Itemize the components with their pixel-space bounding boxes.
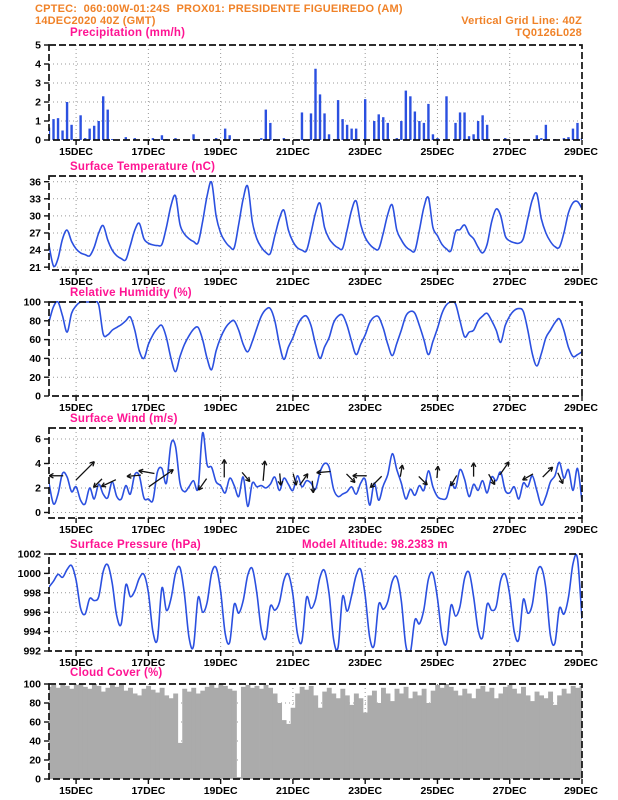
svg-text:40: 40: [29, 353, 41, 365]
relative-humidity-title: Relative Humidity (%): [70, 287, 192, 299]
svg-text:1002: 1002: [17, 548, 41, 561]
svg-text:6: 6: [35, 433, 41, 446]
station-header: CPTEC: 060:00W-01:24S PROX01: PRESIDENTE FIGUEIREDO (AM): [35, 3, 403, 15]
svg-text:80: 80: [29, 697, 41, 710]
surface-temperature-title: Surface Temperature (nC): [70, 161, 216, 173]
svg-text:60: 60: [29, 334, 41, 347]
svg-text:27DEC: 27DEC: [492, 146, 527, 158]
precipitation-title: Precipitation (mm/h): [70, 27, 186, 39]
cloud-cover-chart: [0, 674, 618, 799]
surface-pressure-chart: [0, 544, 618, 671]
precipitation-chart: [0, 35, 618, 160]
svg-text:0: 0: [35, 390, 41, 403]
svg-text:19DEC: 19DEC: [203, 276, 238, 288]
svg-text:2: 2: [35, 96, 41, 109]
svg-text:100: 100: [23, 678, 41, 691]
svg-text:29DEC: 29DEC: [564, 146, 598, 158]
grid-line-label: Vertical Grid Line: 40Z: [461, 15, 582, 27]
svg-text:1: 1: [35, 115, 41, 128]
svg-text:25DEC: 25DEC: [420, 785, 455, 797]
svg-text:23DEC: 23DEC: [348, 402, 383, 414]
svg-text:21DEC: 21DEC: [275, 785, 310, 797]
svg-text:17DEC: 17DEC: [131, 276, 166, 288]
svg-text:0: 0: [35, 507, 41, 520]
svg-text:17DEC: 17DEC: [131, 146, 166, 158]
svg-text:27: 27: [29, 227, 41, 240]
svg-text:29DEC: 29DEC: [564, 785, 598, 797]
surface-wind-title: Surface Wind (m/s): [70, 413, 178, 425]
svg-text:19DEC: 19DEC: [203, 524, 238, 536]
svg-text:15DEC: 15DEC: [59, 276, 94, 288]
svg-text:27DEC: 27DEC: [492, 402, 527, 414]
svg-text:33: 33: [29, 193, 41, 206]
svg-text:20: 20: [29, 371, 41, 384]
surface-temperature-chart: [0, 166, 618, 290]
cloud-cover-title: Cloud Cover (%): [70, 667, 163, 679]
svg-text:15DEC: 15DEC: [59, 657, 94, 669]
svg-text:27DEC: 27DEC: [492, 785, 527, 797]
svg-text:24: 24: [29, 244, 41, 257]
svg-text:29DEC: 29DEC: [564, 657, 598, 669]
svg-text:17DEC: 17DEC: [131, 524, 166, 536]
svg-text:27DEC: 27DEC: [492, 657, 527, 669]
svg-text:40: 40: [29, 735, 41, 748]
svg-text:29DEC: 29DEC: [564, 524, 598, 536]
svg-text:19DEC: 19DEC: [203, 402, 238, 414]
svg-text:27DEC: 27DEC: [492, 276, 527, 288]
surface-wind-chart: [0, 418, 618, 538]
svg-text:25DEC: 25DEC: [420, 402, 455, 414]
svg-text:25DEC: 25DEC: [420, 146, 455, 158]
svg-text:15DEC: 15DEC: [59, 146, 94, 158]
svg-text:21DEC: 21DEC: [275, 146, 310, 158]
svg-text:23DEC: 23DEC: [348, 276, 383, 288]
svg-text:996: 996: [23, 606, 41, 619]
svg-text:15DEC: 15DEC: [59, 402, 94, 414]
svg-text:23DEC: 23DEC: [348, 146, 383, 158]
svg-text:0: 0: [35, 773, 41, 786]
svg-text:29DEC: 29DEC: [564, 402, 598, 414]
svg-text:21DEC: 21DEC: [275, 402, 310, 414]
svg-text:17DEC: 17DEC: [131, 657, 166, 669]
relative-humidity-chart: [0, 292, 618, 416]
svg-text:80: 80: [29, 315, 41, 328]
svg-text:0: 0: [35, 134, 41, 147]
model-altitude-label: Model Altitude: 98.2383 m: [302, 539, 448, 551]
svg-text:25DEC: 25DEC: [420, 524, 455, 536]
svg-text:2: 2: [35, 482, 41, 495]
svg-text:4: 4: [35, 58, 41, 71]
svg-text:27DEC: 27DEC: [492, 524, 527, 536]
svg-text:17DEC: 17DEC: [131, 402, 166, 414]
svg-text:19DEC: 19DEC: [203, 657, 238, 669]
svg-text:15DEC: 15DEC: [59, 524, 94, 536]
svg-text:3: 3: [35, 77, 41, 90]
svg-text:23DEC: 23DEC: [348, 524, 383, 536]
svg-text:17DEC: 17DEC: [131, 785, 166, 797]
svg-text:23DEC: 23DEC: [348, 785, 383, 797]
svg-text:19DEC: 19DEC: [203, 785, 238, 797]
svg-text:4: 4: [35, 458, 41, 471]
svg-text:21: 21: [29, 261, 41, 274]
svg-text:60: 60: [29, 716, 41, 729]
run-id-label: TQ0126L028: [515, 27, 582, 39]
svg-text:19DEC: 19DEC: [203, 146, 238, 158]
run-date-label: 14DEC2020 40Z (GMT): [35, 15, 156, 27]
svg-text:25DEC: 25DEC: [420, 657, 455, 669]
svg-text:998: 998: [23, 587, 41, 600]
svg-text:15DEC: 15DEC: [59, 785, 94, 797]
svg-text:25DEC: 25DEC: [420, 276, 455, 288]
svg-text:30: 30: [29, 210, 41, 223]
svg-text:23DEC: 23DEC: [348, 657, 383, 669]
svg-text:5: 5: [35, 39, 41, 52]
svg-text:1000: 1000: [17, 568, 41, 580]
svg-text:29DEC: 29DEC: [564, 276, 598, 288]
svg-text:36: 36: [29, 176, 41, 189]
svg-text:21DEC: 21DEC: [275, 657, 310, 669]
surface-pressure-title: Surface Pressure (hPa): [70, 539, 201, 551]
svg-text:21DEC: 21DEC: [275, 276, 310, 288]
svg-text:20: 20: [29, 754, 41, 767]
svg-text:992: 992: [23, 645, 41, 658]
svg-text:21DEC: 21DEC: [275, 524, 310, 536]
svg-text:100: 100: [23, 296, 41, 309]
svg-text:994: 994: [23, 626, 41, 639]
